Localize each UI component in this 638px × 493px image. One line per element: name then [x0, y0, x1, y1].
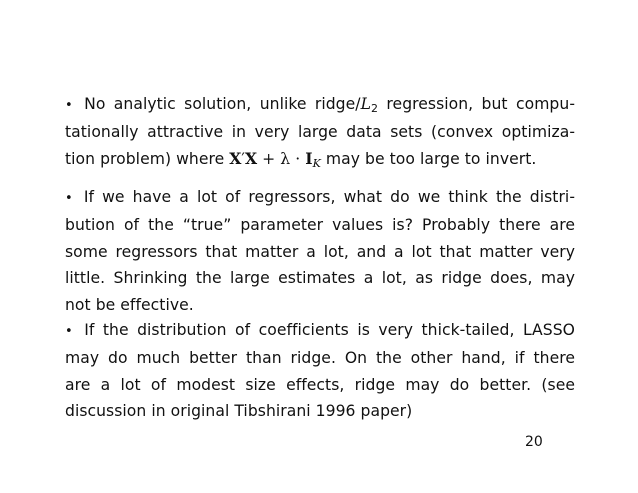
math-subscript: 2 — [370, 102, 379, 115]
text-segment: regression, but compu- — [378, 95, 575, 113]
math-matrix-x: X — [229, 148, 242, 168]
text-segment: If the distribution of coefficients is very thick-tailed, LASSO — [84, 321, 575, 339]
text-line — [65, 146, 575, 172]
text-segment: If we have a lot of regressors, what do we think the distri- — [83, 188, 575, 206]
text-line: may do much better than ridge. On the other hand, if there — [65, 349, 575, 368]
math-matrix-x: X — [245, 148, 258, 168]
math-operator: + λ · — [257, 149, 306, 168]
math-symbol: L — [360, 95, 371, 113]
text-line — [65, 91, 575, 119]
page-number: 20 — [525, 434, 543, 450]
math-identity-matrix: I — [305, 148, 313, 168]
text-line: some regressors that matter a lot, and a lot that matter very — [65, 242, 575, 261]
text-line: bution of the “true” parameter values is? Probably there are — [65, 216, 575, 235]
text-segment: No analytic solution, unlike ridge/ — [84, 95, 361, 113]
text-line: tationally attractive in very large data sets (convex optimiza- — [65, 123, 575, 142]
text-line — [65, 317, 575, 345]
bullet-icon: • — [65, 98, 73, 113]
math-subscript: K — [312, 156, 321, 170]
paragraph-many-regressors — [65, 184, 575, 318]
text-line: little. Shrinking the large estimates a lot, as ridge does, may — [65, 269, 575, 288]
text-segment: tion problem) where — [65, 149, 230, 168]
text-line: are a lot of modest size effects, ridge may do better. (see — [65, 375, 575, 394]
bullet-icon: • — [65, 191, 73, 206]
text-line: discussion in original Tibshirani 1996 paper) — [65, 402, 413, 421]
paragraph-thick-tailed — [65, 317, 575, 425]
paragraph-analytic-solution — [65, 91, 575, 172]
math-prime: ′ — [241, 149, 245, 168]
bullet-icon: • — [65, 324, 73, 339]
text-segment: may be too large to invert. — [320, 149, 537, 168]
text-line — [65, 184, 575, 212]
text-line: not be effective. — [65, 295, 194, 314]
